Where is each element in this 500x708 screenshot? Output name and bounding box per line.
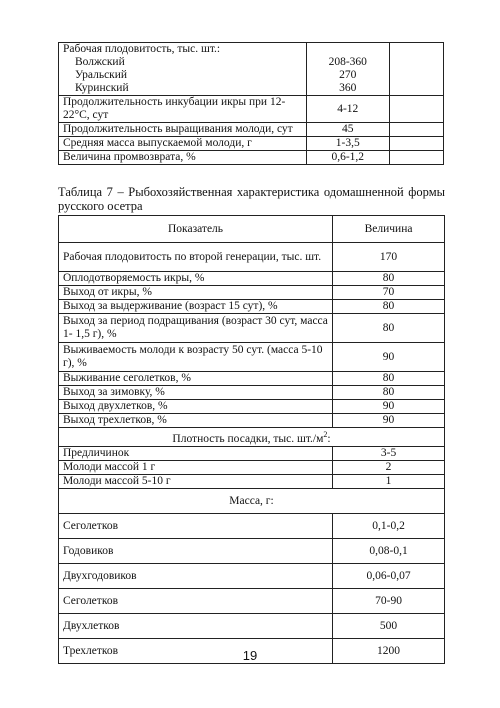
row-value: 360 — [339, 82, 357, 94]
row-value: 4-12 — [306, 96, 389, 123]
row-value: 80 — [333, 372, 445, 386]
table-row — [59, 386, 445, 400]
table-row — [59, 414, 445, 428]
table-row — [59, 272, 445, 286]
table-row — [59, 123, 444, 137]
table-row — [59, 447, 445, 461]
row-value: 70 — [333, 286, 445, 300]
section-colon: : — [327, 432, 331, 445]
header-indicator: Показатель — [59, 216, 333, 243]
row-value: 500 — [333, 614, 445, 639]
row-label: Двухгодовиков — [59, 564, 333, 589]
table-row — [59, 514, 445, 539]
row-label: Молоди массой 1 г — [59, 461, 333, 475]
row-label: Выход от икры, % — [59, 286, 333, 300]
row-label: Выход двухлетков, % — [59, 400, 333, 414]
row-label: Выход за период подращивания (возраст 30 сут, масса 1- 1,5 г), % — [59, 314, 333, 343]
table-row — [59, 614, 445, 639]
row-label: Трехлетков — [59, 639, 333, 664]
table-row — [59, 589, 445, 614]
row-label: Двухлетков — [59, 614, 333, 639]
row-label: Рабочая плодовитость, тыс. шт.: — [63, 43, 221, 55]
table-row — [59, 96, 444, 123]
superscript: 2 — [323, 430, 328, 440]
table-row — [59, 343, 445, 372]
row-value: 0,08-0,1 — [333, 539, 445, 564]
table-row — [59, 137, 444, 151]
row-label: Выход за выдерживание (возраст 15 сут), % — [59, 300, 333, 314]
section-title: Плотность посадки, тыс. шт./м — [172, 432, 324, 445]
page-number: 19 — [242, 648, 258, 663]
row-value: 170 — [333, 243, 445, 272]
characteristics-table — [58, 215, 445, 664]
row-label: Продолжительность инкубации икры при 12-22°С, сут — [59, 96, 307, 123]
row-value: 80 — [333, 386, 445, 400]
row-value: 80 — [333, 272, 445, 286]
table-row — [59, 243, 445, 272]
table-row — [59, 564, 445, 589]
table-row — [59, 314, 445, 343]
header-value: Величина — [333, 216, 445, 243]
table-row — [59, 300, 445, 314]
table-row — [59, 400, 445, 414]
row-label: Величина промвозврата, % — [59, 151, 307, 165]
row-label: Оплодотворяемость икры, % — [59, 272, 333, 286]
row-value: 1200 — [333, 639, 445, 664]
row-label: Выход трехлетков, % — [59, 414, 333, 428]
row-value: 208-360 — [328, 56, 367, 68]
table-caption: Таблица 7 – Рыбохозяйственная характеристика одомашненной формы русского осетра — [58, 185, 445, 213]
row-value: 0,1-0,2 — [333, 514, 445, 539]
row-value: 90 — [333, 400, 445, 414]
row-value: 2 — [333, 461, 445, 475]
row-label: Куринский — [75, 82, 129, 94]
row-label: Рабочая плодовитость по второй генерации, тыс. шт. — [59, 243, 333, 272]
row-value: 80 — [333, 314, 445, 343]
row-label: Сеголетков — [59, 589, 333, 614]
row-label: Годовиков — [59, 539, 333, 564]
table-row — [59, 475, 445, 489]
row-value: 1-3,5 — [306, 137, 389, 151]
section-title: Масса, г: — [59, 489, 445, 514]
row-value: 1 — [333, 475, 445, 489]
row-value: 45 — [306, 123, 389, 137]
row-value: 3-5 — [333, 447, 445, 461]
row-label: Выход за зимовку, % — [59, 386, 333, 400]
row-label: Молоди массой 5-10 г — [59, 475, 333, 489]
row-label: Средняя масса выпускаемой молоди, г — [59, 137, 307, 151]
table-row — [59, 43, 444, 96]
row-value: 0,06-0,07 — [333, 564, 445, 589]
row-label: Выживаемость молоди к возрасту 50 сут. (масса 5-10 г), % — [59, 343, 333, 372]
section-row-mass — [59, 489, 445, 514]
table-row — [59, 539, 445, 564]
row-label: Уральский — [75, 69, 128, 81]
row-value: 90 — [333, 343, 445, 372]
section-row-density — [59, 428, 445, 447]
row-label: Сеголетков — [59, 514, 333, 539]
row-value: 80 — [333, 300, 445, 314]
table-row — [59, 461, 445, 475]
row-label: Продолжительность выращивания молоди, сут — [59, 123, 307, 137]
table-row — [59, 151, 444, 165]
continued-table — [58, 42, 444, 165]
row-value: 270 — [339, 69, 357, 81]
row-label: Волжский — [75, 56, 125, 68]
table-row — [59, 286, 445, 300]
row-value: 90 — [333, 414, 445, 428]
table-row — [59, 372, 445, 386]
row-value: 70-90 — [333, 589, 445, 614]
row-label: Предличинок — [59, 447, 333, 461]
table-header-row — [59, 216, 445, 243]
row-label: Выживание сеголетков, % — [59, 372, 333, 386]
row-value: 0,6-1,2 — [306, 151, 389, 165]
